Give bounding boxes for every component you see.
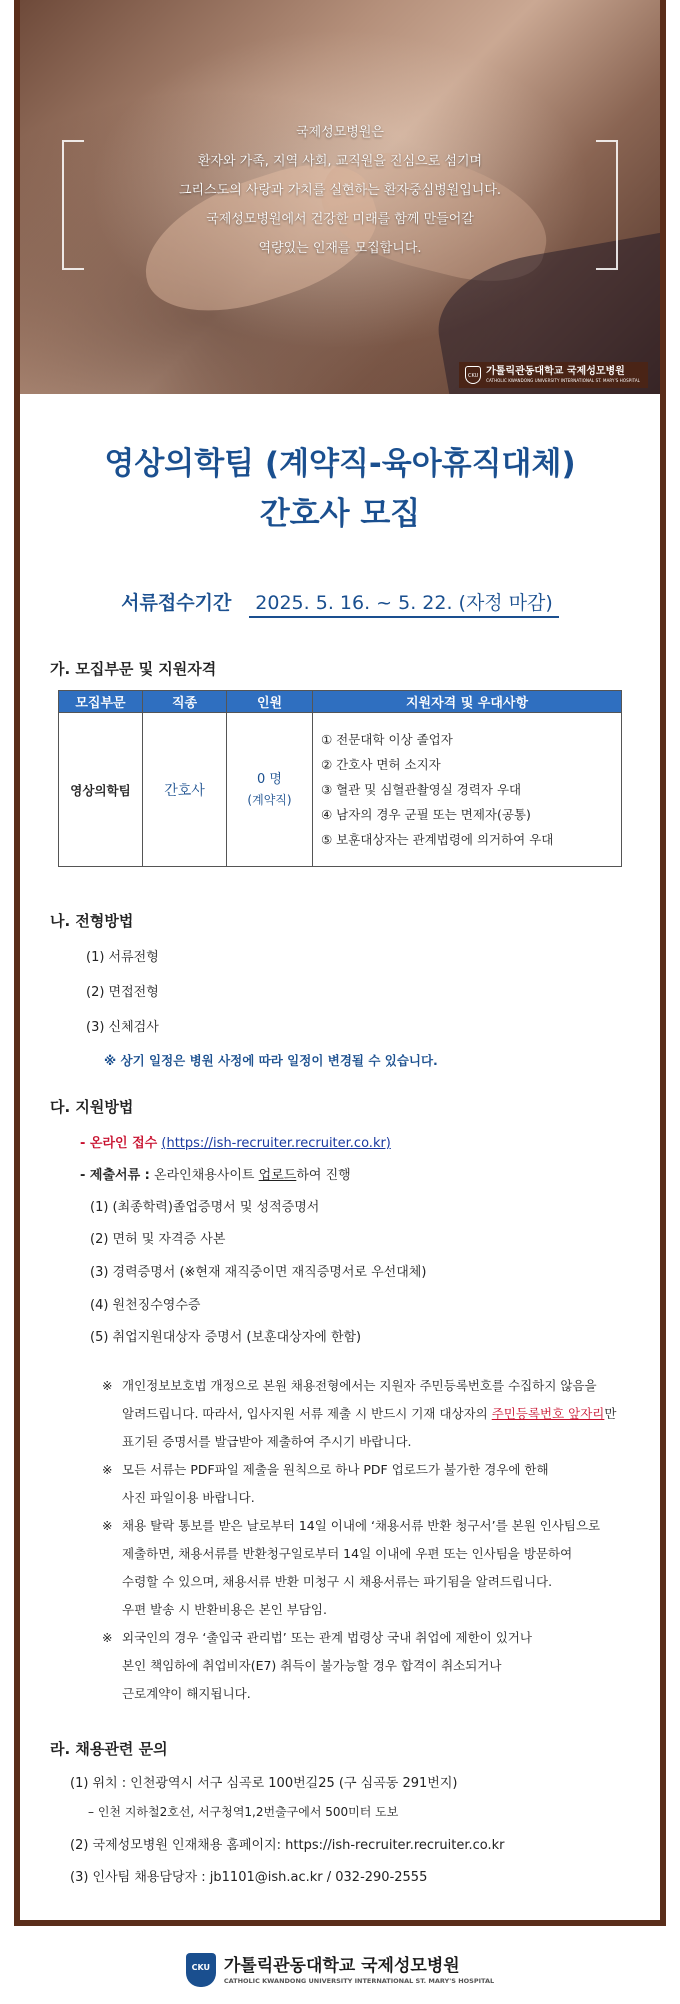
inquiry-contact: (3) 인사팀 채용담당자 : jb1101@ish.ac.kr / 032-290-2555 bbox=[70, 1870, 428, 1885]
schedule-note: ※ 상기 일정은 병원 사정에 따라 일정이 변경될 수 있습니다. bbox=[104, 1053, 438, 1068]
note-line: 우편 발송 시 반환비용은 본인 부담임. bbox=[122, 1602, 327, 1617]
hospital-shield-icon: CKU bbox=[186, 1953, 216, 1987]
poster-frame bbox=[14, 0, 666, 1926]
section-heading-recruitment: 가. 모집부문 및 지원자격 bbox=[50, 660, 217, 678]
note-line: 근로계약이 해지됩니다. bbox=[122, 1686, 251, 1701]
note-mark: ※ bbox=[102, 1462, 113, 1477]
cell-department: 영상의학팀 bbox=[59, 713, 143, 867]
cell-count bbox=[227, 713, 313, 867]
note-line: 표기된 증명서를 발급받아 제출하여 주시기 바랍니다. bbox=[122, 1434, 412, 1449]
page-title bbox=[20, 440, 660, 540]
note-mark: ※ bbox=[102, 1630, 113, 1645]
note-foreigner bbox=[102, 1624, 662, 1708]
bracket-right bbox=[596, 140, 618, 270]
bracket-left bbox=[62, 140, 84, 270]
note-mark: ※ bbox=[102, 1518, 113, 1533]
note-line: 제출하면, 채용서류를 반환청구일로부터 14일 이내에 우편 또는 인사팀을 방문하여 bbox=[122, 1546, 573, 1561]
cell-job: 간호사 bbox=[143, 713, 227, 867]
application-notes bbox=[102, 1372, 662, 1708]
documents-upload: 업로드 bbox=[258, 1168, 297, 1183]
count-note: (계약직) bbox=[247, 792, 292, 807]
note-pdf bbox=[102, 1456, 662, 1512]
qualification-item: ③ 혈관 및 심혈관촬영실 경력자 우대 bbox=[321, 782, 522, 797]
note-line: 외국인의 경우 ‘출입국 관리법’ 또는 관계 법령상 국내 취업에 제한이 있거나 bbox=[122, 1630, 532, 1645]
table-header: 인원 bbox=[227, 691, 313, 713]
period-label: 서류접수기간 bbox=[121, 592, 232, 614]
document-item: (5) 취업지원대상자 증명서 (보훈대상자에 한함) bbox=[90, 1330, 362, 1345]
footer-hospital-logo bbox=[0, 1936, 680, 2004]
note-line: 수령할 수 있으며, 채용서류 반환 미청구 시 채용서류는 파기됨을 알려드립니다. bbox=[122, 1574, 553, 1589]
period-dates: 2025. 5. 16. ~ 5. 22. (자정 마감) bbox=[249, 592, 559, 618]
title-line-2: 간호사 모집 bbox=[259, 496, 421, 532]
section-heading-selection: 나. 전형방법 bbox=[50, 912, 134, 930]
hero-logo-name: 가톨릭관동대학교 국제성모병원 bbox=[486, 366, 625, 377]
hero-banner bbox=[20, 0, 660, 394]
footer-hospital-name-en: CATHOLIC KWANDONG UNIVERSITY INTERNATIONAL ST. MARY'S HOSPITAL bbox=[223, 1976, 495, 1985]
documents-text-end: 하여 진행 bbox=[296, 1168, 351, 1183]
note-text: 만 bbox=[604, 1406, 617, 1421]
table-header: 직종 bbox=[143, 691, 227, 713]
section-heading-inquiry: 라. 채용관련 문의 bbox=[50, 1740, 168, 1758]
table-header: 지원자격 및 우대사항 bbox=[313, 691, 622, 713]
hero-intro-line: 국제성모병원은 bbox=[296, 125, 384, 140]
online-application-line bbox=[80, 1132, 391, 1151]
qualification-item: ② 간호사 면허 소지자 bbox=[321, 757, 441, 772]
selection-step: (1) 서류전형 bbox=[86, 950, 159, 965]
recruitment-table bbox=[58, 690, 622, 867]
hero-intro-line: 국제성모병원에서 건강한 미래를 함께 만들어갈 bbox=[206, 212, 474, 227]
title-line-1: 영상의학팀 (계약직-육아휴직대체) bbox=[104, 446, 576, 482]
note-line: 채용 탈락 통보를 받은 날로부터 14일 이내에 ‘채용서류 반환 청구서’를 본원 인사팀으로 bbox=[122, 1518, 601, 1533]
note-line: 사진 파일이용 바랍니다. bbox=[122, 1490, 255, 1505]
note-privacy bbox=[102, 1372, 662, 1456]
online-label: - 온라인 접수 bbox=[80, 1136, 158, 1151]
documents-label: - 제출서류 : bbox=[80, 1168, 150, 1183]
hero-intro bbox=[100, 118, 580, 263]
qualification-item: ④ 남자의 경우 군필 또는 면제자(공통) bbox=[321, 807, 531, 822]
section-heading-application: 다. 지원방법 bbox=[50, 1098, 134, 1116]
hero-logo-name-en: CATHOLIC KWANDONG UNIVERSITY INTERNATIONAL ST. MARY'S HOSPITAL bbox=[486, 378, 640, 383]
table-header: 모집부문 bbox=[59, 691, 143, 713]
cell-qualifications bbox=[313, 713, 622, 867]
hero-intro-line: 그리스도의 사랑과 가치를 실현하는 환자중심병원입니다. bbox=[178, 183, 502, 198]
note-line: 본인 책임하에 취업비자(E7) 취득이 불가능할 경우 합격이 취소되거나 bbox=[122, 1658, 502, 1673]
documents-text: 온라인채용사이트 bbox=[154, 1168, 259, 1183]
recruit-site-link[interactable]: (https://ish-recruiter.recruiter.co.kr) bbox=[161, 1136, 391, 1151]
hospital-shield-icon: CKU bbox=[465, 366, 481, 384]
selection-step: (3) 신체검사 bbox=[86, 1020, 159, 1035]
documents-line bbox=[80, 1164, 351, 1183]
document-item: (4) 원천징수영수증 bbox=[90, 1298, 201, 1313]
note-highlight: 주민등록번호 앞자리 bbox=[491, 1406, 605, 1421]
document-item: (2) 면허 및 자격증 사본 bbox=[90, 1232, 226, 1247]
qualification-item: ⑤ 보훈대상자는 관계법령에 의거하여 우대 bbox=[321, 832, 554, 847]
inquiry-homepage: (2) 국제성모병원 인재채용 홈페이지: https://ish-recruiter.recruiter.co.kr bbox=[70, 1838, 505, 1853]
selection-step: (2) 면접전형 bbox=[86, 985, 159, 1000]
footer-hospital-name: 가톨릭관동대학교 국제성모병원 bbox=[223, 1955, 460, 1976]
hero-intro-line: 역량있는 인재를 모집합니다. bbox=[258, 241, 422, 256]
document-item: (1) (최종학력)졸업증명서 및 성적증명서 bbox=[90, 1200, 320, 1215]
count-value: 0 명 bbox=[257, 771, 282, 787]
application-period bbox=[20, 588, 660, 615]
note-text: 알려드립니다. 따라서, 입사지원 서류 제출 시 반드시 기재 대상자의 bbox=[122, 1406, 492, 1421]
note-line bbox=[122, 1400, 662, 1428]
note-return bbox=[102, 1512, 662, 1624]
table-row bbox=[59, 713, 622, 867]
inquiry-location: (1) 위치 : 인천광역시 서구 심곡로 100번길25 (구 심곡동 291번지) bbox=[70, 1776, 458, 1791]
document-item: (3) 경력증명서 (※현재 재직중이면 재직증명서로 우선대체) bbox=[90, 1265, 427, 1280]
note-mark: ※ bbox=[102, 1378, 113, 1393]
note-line: 개인정보보호법 개정으로 본원 채용전형에서는 지원자 주민등록번호를 수집하지 않음을 bbox=[122, 1378, 597, 1393]
qualification-item: ① 전문대학 이상 졸업자 bbox=[321, 732, 453, 747]
inquiry-transit: – 인천 지하철2호선, 서구청역1,2번출구에서 500미터 도보 bbox=[88, 1805, 399, 1819]
hero-hospital-logo bbox=[459, 362, 648, 388]
note-line: 모든 서류는 PDF파일 제출을 원칙으로 하나 PDF 업로드가 불가한 경우에 한해 bbox=[122, 1462, 549, 1477]
hero-intro-line: 환자와 가족, 지역 사회, 교직원을 진심으로 섬기며 bbox=[197, 154, 483, 169]
